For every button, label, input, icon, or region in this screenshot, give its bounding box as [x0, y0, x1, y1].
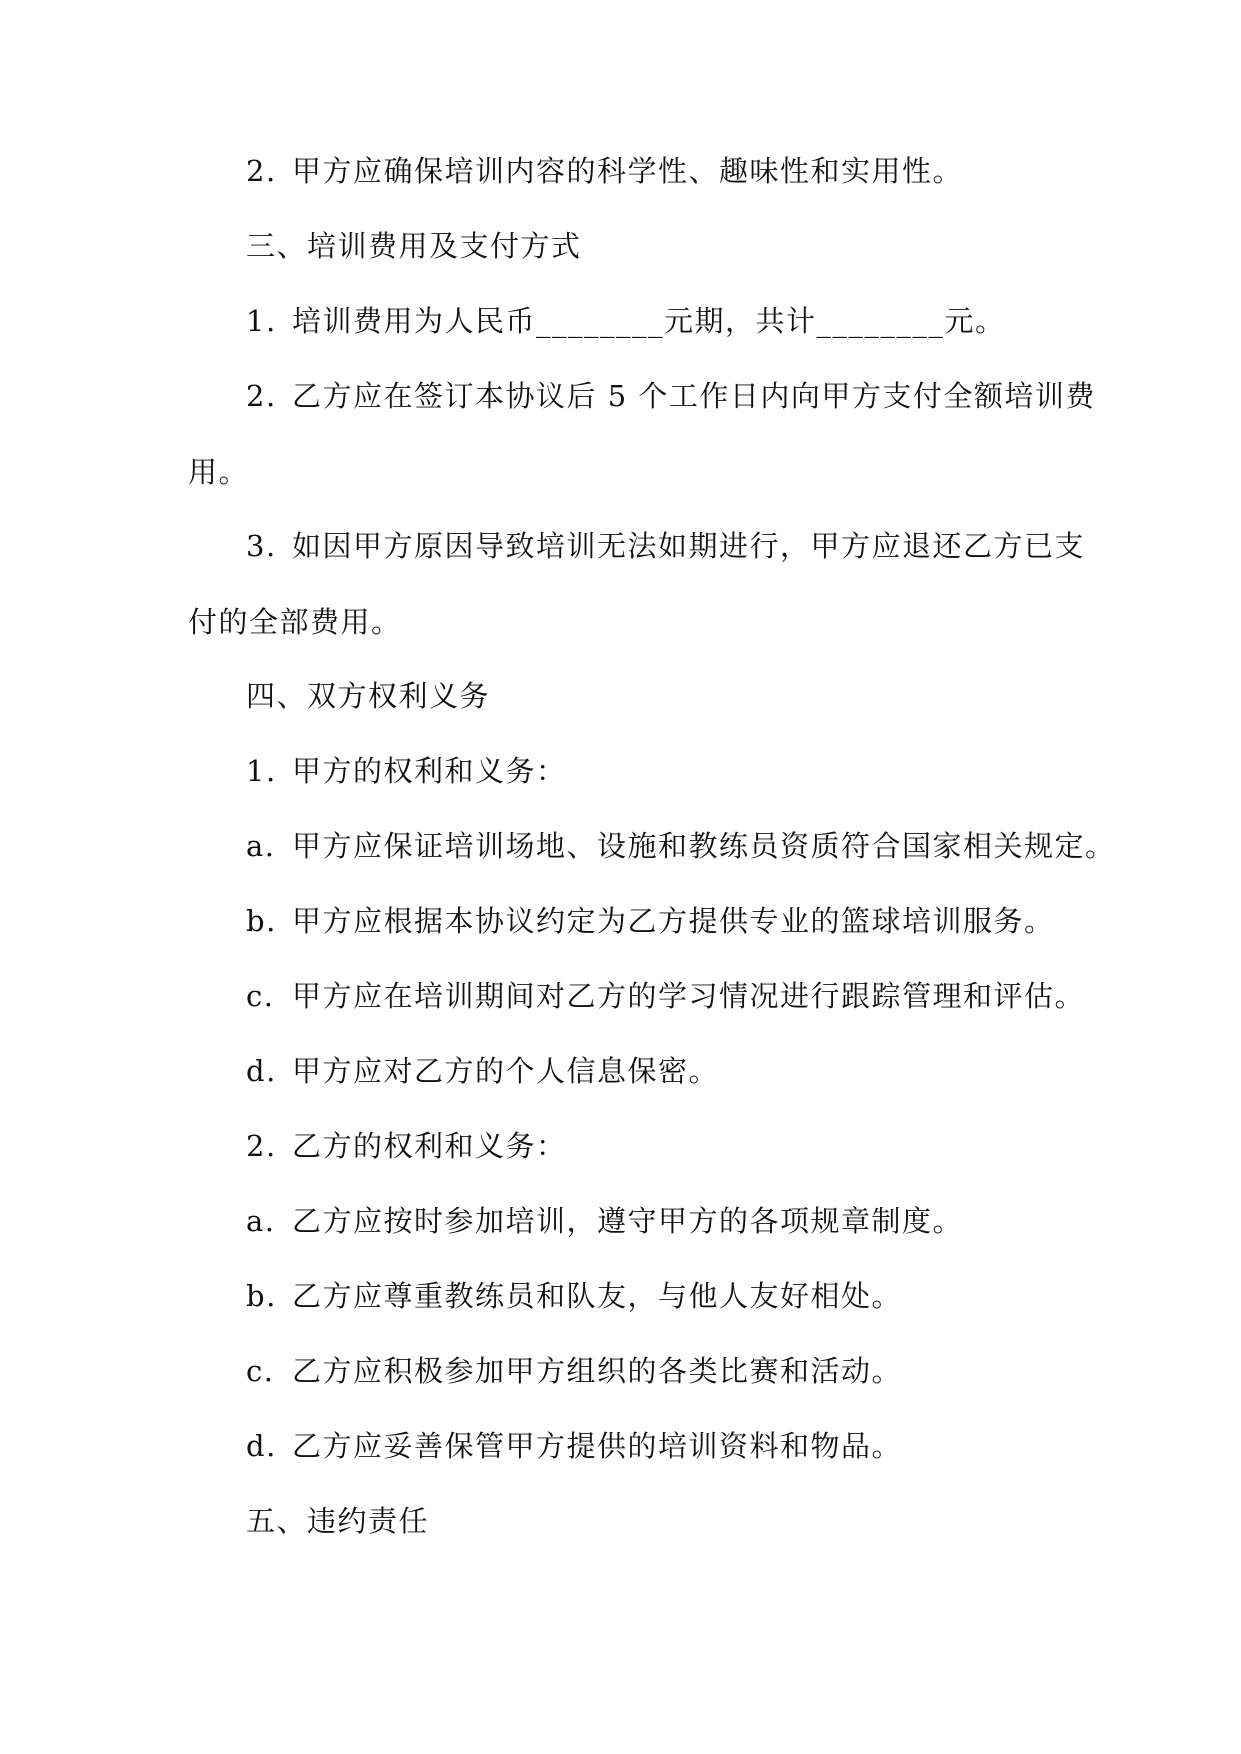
list-item	[188, 508, 1086, 660]
item-marker: 1.	[246, 304, 277, 338]
paragraph-text: 甲方应确保培训内容的科学性、趣味性和实用性。	[292, 154, 964, 188]
paragraph-text: 乙方应妥善保管甲方提供的培训资料和物品。	[292, 1429, 903, 1463]
item-marker: c.	[246, 979, 275, 1013]
list-item	[188, 733, 1058, 809]
paragraph-text: 甲方的权利和义务：	[292, 754, 567, 788]
list-item	[188, 1333, 1058, 1409]
list-item	[188, 1408, 1058, 1484]
paragraph-text: 乙方应尊重教练员和队友，与他人友好相处。	[292, 1279, 903, 1313]
section-heading-text: 五、违约责任	[246, 1504, 430, 1538]
item-marker: 1.	[246, 754, 277, 788]
section-heading-text: 三、培训费用及支付方式	[246, 229, 582, 263]
list-item	[188, 958, 1086, 1034]
list-item	[188, 883, 1058, 959]
paragraph-text: 乙方应按时参加培训，遵守甲方的各项规章制度。	[292, 1204, 964, 1238]
list-item	[188, 1258, 1058, 1334]
paragraph-text: 甲方应对乙方的个人信息保密。	[292, 1054, 720, 1088]
paragraph-text: 乙方应在签订本协议后 5 个工作日内向甲方支付全额培训费	[292, 379, 1096, 413]
item-marker: 3.	[246, 529, 277, 563]
list-item	[188, 358, 1096, 510]
paragraph-text: 乙方的权利和义务：	[292, 1129, 567, 1163]
item-marker: 2.	[246, 1129, 277, 1163]
paragraph-text: 如因甲方原因导致培训无法如期进行，甲方应退还乙方已支	[292, 529, 1086, 563]
item-marker: d.	[246, 1054, 277, 1088]
paragraph-text: 甲方应保证培训场地、设施和教练员资质符合国家相关规定。	[292, 829, 1116, 863]
paragraph-text: 乙方应积极参加甲方组织的各类比赛和活动。	[292, 1354, 903, 1388]
paragraph-text: 甲方应根据本协议约定为乙方提供专业的篮球培训服务。	[292, 904, 1055, 938]
item-marker: c.	[246, 1354, 275, 1388]
section-heading	[188, 658, 1058, 734]
list-item	[188, 1183, 1058, 1259]
list-item	[188, 133, 1058, 209]
list-item	[188, 808, 1116, 884]
paragraph-text-continuation: 用。	[188, 455, 250, 489]
section-heading	[188, 208, 1058, 284]
item-marker: a.	[246, 829, 276, 863]
item-marker: b.	[246, 904, 277, 938]
list-item	[188, 1033, 1058, 1109]
section-heading	[188, 1483, 1058, 1559]
item-marker: 2.	[246, 379, 277, 413]
item-marker: 2.	[246, 154, 277, 188]
item-marker: b.	[246, 1279, 277, 1313]
item-marker: d.	[246, 1429, 277, 1463]
paragraph-text: 甲方应在培训期间对乙方的学习情况进行跟踪管理和评估。	[292, 979, 1086, 1013]
list-item	[188, 1108, 1058, 1184]
list-item	[188, 283, 1058, 359]
paragraph-text: 培训费用为人民币________元期，共计________元。	[292, 304, 1006, 338]
paragraph-text-continuation: 付的全部费用。	[188, 605, 402, 639]
item-marker: a.	[246, 1204, 276, 1238]
section-heading-text: 四、双方权利义务	[246, 679, 491, 713]
